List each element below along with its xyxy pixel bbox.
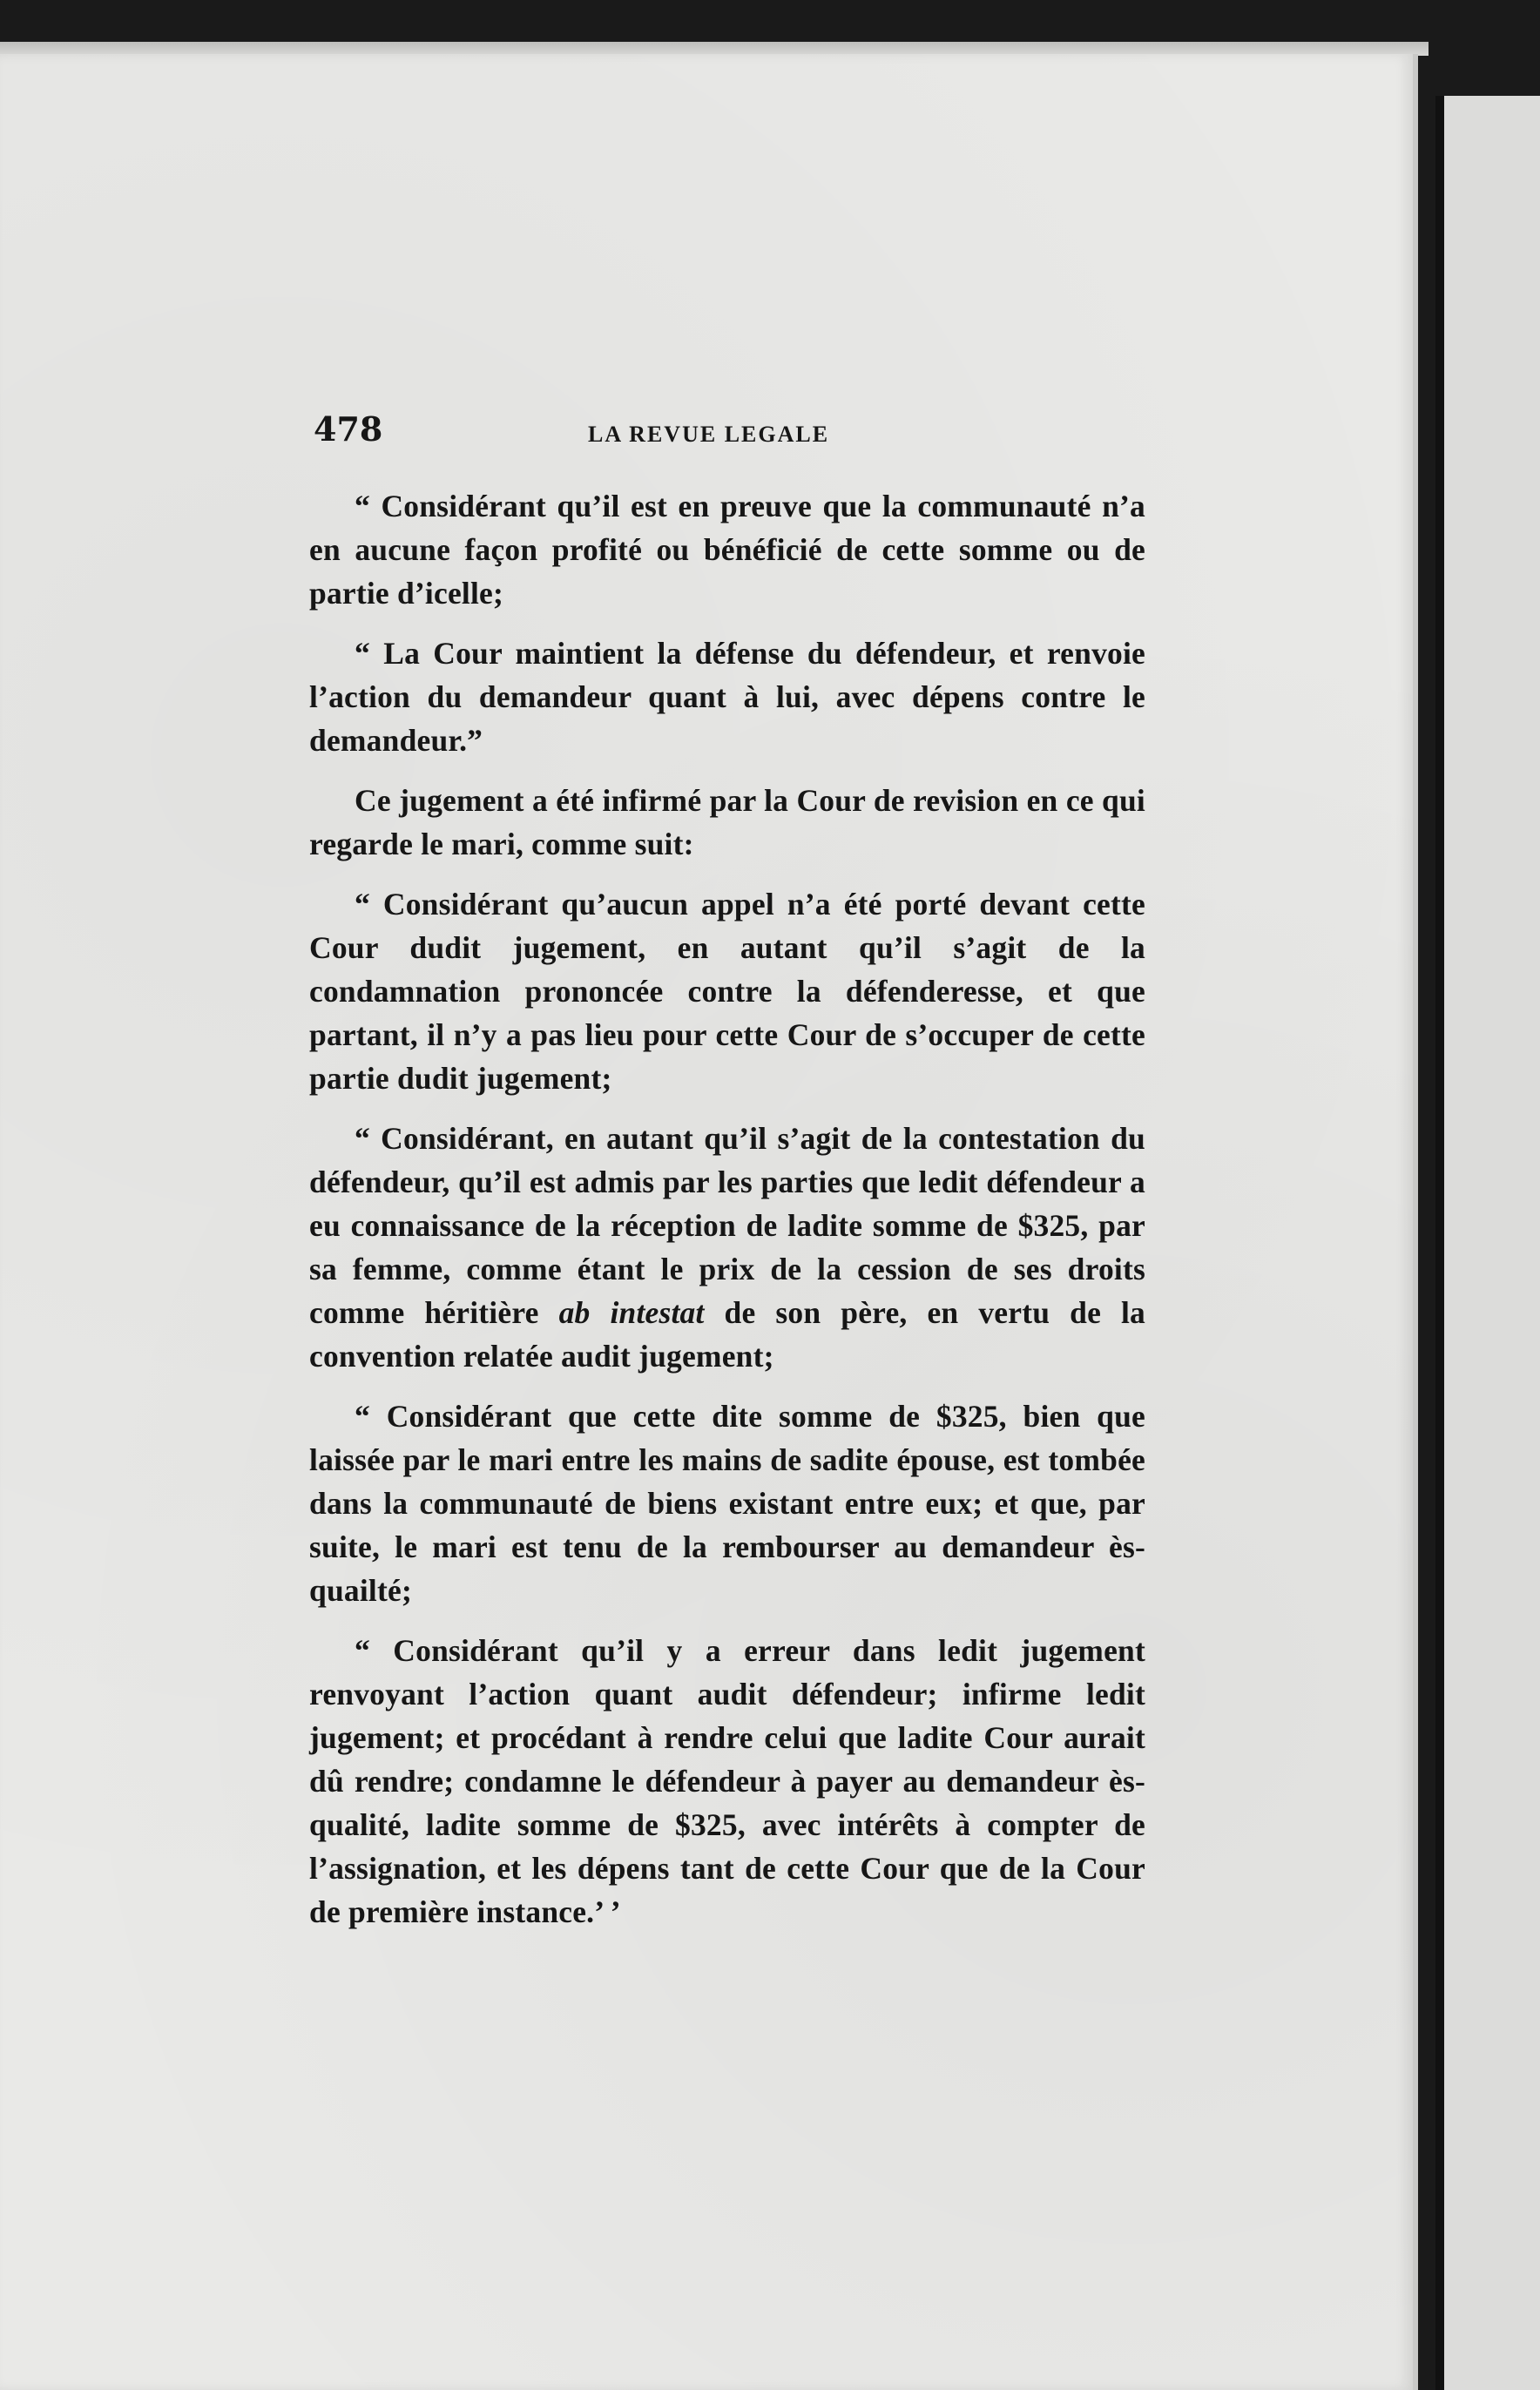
- paragraph-7: “ Considérant qu’il y a erreur dans ledit jugement renvoyant l’action quant audit défendeur; infirme ledit jugement; et procédant à rendre celui que ladite Cour aurait dû rendre; condamne le défendeur à payer au demandeur ès-qualité, ladite somme de $325, avec intérêts à compter de l’assignation, et les dépens tant de cette Cour que de la Cour de première instance.’ ’: [309, 1633, 1145, 1929]
- paragraph-3: Ce jugement a été infirmé par la Cour de revision en ce qui regarde le mari, comme suit:: [309, 783, 1145, 861]
- paragraph-5-after: de son père, en vertu de la convention relatée audit jugement;: [309, 1295, 1145, 1374]
- paragraph-6: “ Considérant que cette dite somme de $325, bien que laissée par le mari entre les mains de sadite épouse, est tombée dans la communauté de biens existant entre eux; et que, par suite, le mari est tenu de la rembourser au demandeur ès-quailté;: [309, 1399, 1145, 1608]
- page-content: [309, 409, 1145, 1950]
- paragraph-2: “ La Cour maintient la défense du défendeur, et renvoie l’action du demandeur quant à lui, avec dépens contre le demandeur.”: [309, 636, 1145, 758]
- page-header: [309, 409, 1145, 462]
- paragraph-5: [309, 1117, 1145, 1378]
- adjacent-page-edge: [1435, 96, 1540, 2390]
- paragraph-1: “ Considérant qu’il est en preuve que la communauté n’a en aucune façon profité ou bénéficié de cette somme ou de partie d’icelle;: [309, 489, 1145, 611]
- page-number: 478: [314, 409, 383, 449]
- paragraph-4: “ Considérant qu’aucun appel n’a été porté devant cette Cour dudit jugement, en autant qu’il s’agit de la condamnation prononcée contre la défenderesse, et que partant, il n’y a pas lieu pour cette Cour de s’occuper de cette partie dudit jugement;: [309, 887, 1145, 1096]
- paragraph-5-italic: ab intestat: [558, 1295, 705, 1330]
- running-title: LA REVUE LEGALE: [588, 422, 830, 447]
- paragraph-5-before: “ Considérant, en autant qu’il s’agit de la contestation du défendeur, qu’il est admis par les parties que ledit défendeur a eu connaissance de la réception de ladite somme de $325, par sa femme, comme étant le prix de la cession de ses droits comme héritière: [309, 1121, 1145, 1330]
